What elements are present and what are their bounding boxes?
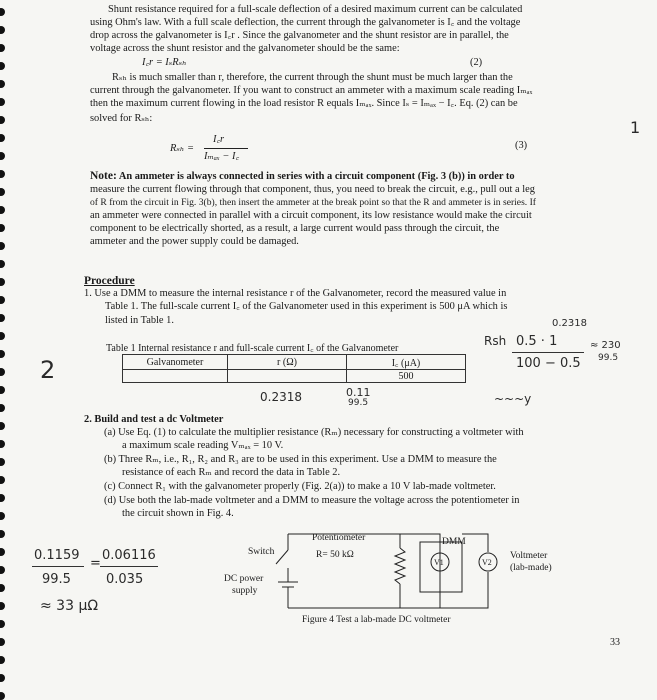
- handwritten-table-value: 0.2318: [260, 390, 302, 404]
- para1-line4: voltage across the shunt resistor and the galvanometer should be the same:: [90, 43, 400, 54]
- table-cell: 500: [347, 370, 466, 383]
- para2-line3: then the maximum current flowing in the load resistor R equals Iₘₐₓ. Since Iₛ = Iₘₐₓ − I꜀. Eq. (2) can be: [90, 98, 518, 109]
- step2a-line1: (a) Use Eq. (1) to calculate the multiplier resistance (Rₘ) necessary for constructing a voltmeter with: [104, 427, 524, 438]
- supply-label: supply: [232, 586, 258, 596]
- handwritten-approx-denominator: 99.5: [598, 353, 619, 363]
- table-row: [123, 370, 466, 383]
- para2-line1: Rₛₕ is much smaller than r, therefore, the current through the shunt must be much larger than the: [112, 72, 513, 83]
- para2-line2: current through the galvanometer. If you want to construct an ammeter with a maximum scale reading Iₘₐₓ: [90, 85, 533, 96]
- voltmeter-label: Voltmeter: [510, 551, 548, 561]
- handwritten-fraction2-numerator: 0.06116: [102, 548, 156, 563]
- note-line5: component to be electrically shorted, as a result, a large current would pass through the circuit, the: [90, 223, 500, 234]
- note-line6: ammeter and the power supply could be damaged.: [90, 236, 299, 247]
- table-header-cell: r (Ω): [228, 355, 347, 370]
- handwritten-number: 2: [40, 356, 56, 384]
- para1-line2: using Ohm's law. With a full scale deflection, the current through the galvanometer is I꜀ and the voltage: [90, 17, 521, 28]
- handwritten-scribble-denominator: 99.5: [348, 398, 369, 408]
- handwritten-approx: ≈ 230: [590, 340, 621, 351]
- handwritten-fraction2-denominator: 0.035: [106, 572, 144, 587]
- handwritten-fraction-bar: [100, 566, 158, 567]
- handwritten-fraction-bar: [32, 566, 84, 567]
- table-cell: [123, 370, 228, 383]
- circuit-wire: [288, 534, 440, 608]
- note-text: An ammeter is always connected in series with a circuit component (Fig. 3 (b)) in order to: [116, 171, 515, 182]
- handwritten-fraction-bar: [512, 352, 584, 353]
- potentiometer-value: R= 50 kΩ: [316, 550, 354, 560]
- handwritten-fraction1-numerator: 0.1159: [34, 548, 80, 563]
- handwritten-result: ≈ 33 μΩ: [40, 598, 99, 614]
- fraction-bar: [204, 148, 248, 149]
- equation-3-number: (3): [515, 140, 528, 151]
- table-header-row: [123, 355, 466, 370]
- v1-label: V1: [434, 558, 444, 567]
- step2-title: 2. Build and test a dc Voltmeter: [84, 414, 224, 425]
- page-number: 33: [610, 637, 620, 648]
- potentiometer-symbol: [395, 548, 405, 584]
- circuit-diagram: [270, 528, 520, 618]
- step2c-line1: (c) Connect R₁ with the galvanometer properly (Fig. 2(a)) to make a 10 V lab-made voltmeter.: [104, 481, 496, 492]
- figure-caption: Figure 4 Test a lab-made DC voltmeter: [302, 615, 451, 625]
- handwritten-fraction1-denominator: 99.5: [42, 572, 71, 587]
- handwritten-value: 0.2318: [552, 318, 587, 329]
- note-line3: of R from the circuit in Fig. 3(b), then insert the ammeter at the break point so that the R and ammeter is in series. If: [90, 197, 536, 208]
- para1-line1: Shunt resistance required for a full-scale deflection of a desired maximum current can be calculated: [108, 4, 523, 15]
- v2-label: V2: [482, 558, 492, 567]
- step1-line2: Table 1. The full-scale current I꜀ of the Galvanometer used in this experiment is 500 μA which is: [105, 301, 508, 312]
- equation-3-numerator: I꜀r: [213, 134, 225, 145]
- note-line1: [90, 170, 515, 184]
- table-1: [122, 354, 466, 383]
- para2-line4: solved for Rₛₕ:: [90, 113, 153, 124]
- switch-label: Switch: [248, 547, 275, 557]
- handwritten-denominator: 100 − 0.5: [516, 356, 581, 371]
- switch-symbol: [276, 550, 288, 564]
- handwritten-scribble: 0.11: [346, 386, 371, 399]
- equation-2: I꜀r = IₛRₛₕ: [142, 57, 187, 68]
- equation-3-lhs: Rₛₕ =: [170, 143, 194, 154]
- step2a-line2: a maximum scale reading Vₘₐₓ = 10 V.: [122, 440, 284, 451]
- potentiometer-label: Potentiometer: [312, 533, 366, 543]
- table-cell: [228, 370, 347, 383]
- dmm-label: DMM: [442, 537, 466, 547]
- handwritten-right-scribble: ~~~y: [494, 392, 532, 406]
- handwritten-equals: =: [90, 556, 101, 571]
- note-line2: measure the current flowing through that component, thus, you need to break the circuit, e.g., pull out a leg: [90, 184, 535, 195]
- step2b-line1: (b) Three Rₘ, i.e., R₁, R₂ and R₃ are to be used in this experiment. Use a DMM to measure the: [104, 454, 497, 465]
- handwritten-margin-mark: 1: [630, 118, 641, 137]
- step1-line3: listed in Table 1.: [105, 315, 174, 326]
- para1-line3: drop across the galvanometer is I꜀r . Since the galvanometer and the shunt resistor are in parallel, the: [90, 30, 509, 41]
- step2b-line2: resistance of each Rₘ and record the data in Table 2.: [122, 467, 341, 478]
- handwritten-rsh: Rsh: [484, 334, 507, 348]
- step2d-line2: the circuit shown in Fig. 4.: [122, 508, 234, 519]
- handwritten-rsh-value: 0.5 · 1: [516, 334, 558, 349]
- equation-3-denominator: Iₘₐₓ − I꜀: [204, 151, 240, 162]
- dc-power-label: DC power: [224, 574, 264, 584]
- table-header-cell: I꜀ (μA): [347, 355, 466, 370]
- table1-caption: Table 1 Internal resistance r and full-scale current I꜀ of the Galvanometer: [106, 343, 399, 354]
- equation-2-number: (2): [470, 57, 483, 68]
- note-label: Note:: [90, 170, 117, 182]
- step1-line1: 1. Use a DMM to measure the internal resistance r of the Galvanometer, record the measured value in: [84, 288, 507, 299]
- procedure-title: Procedure: [84, 275, 135, 287]
- binder-holes: [0, 0, 6, 700]
- note-line4: an ammeter were connected in parallel with a circuit component, its low resistance would make the circuit: [90, 210, 532, 221]
- table-header-cell: Galvanometer: [123, 355, 228, 370]
- step2d-line1: (d) Use both the lab-made voltmeter and a DMM to measure the voltage across the potentiometer in: [104, 495, 520, 506]
- lab-made-label: (lab-made): [510, 563, 552, 573]
